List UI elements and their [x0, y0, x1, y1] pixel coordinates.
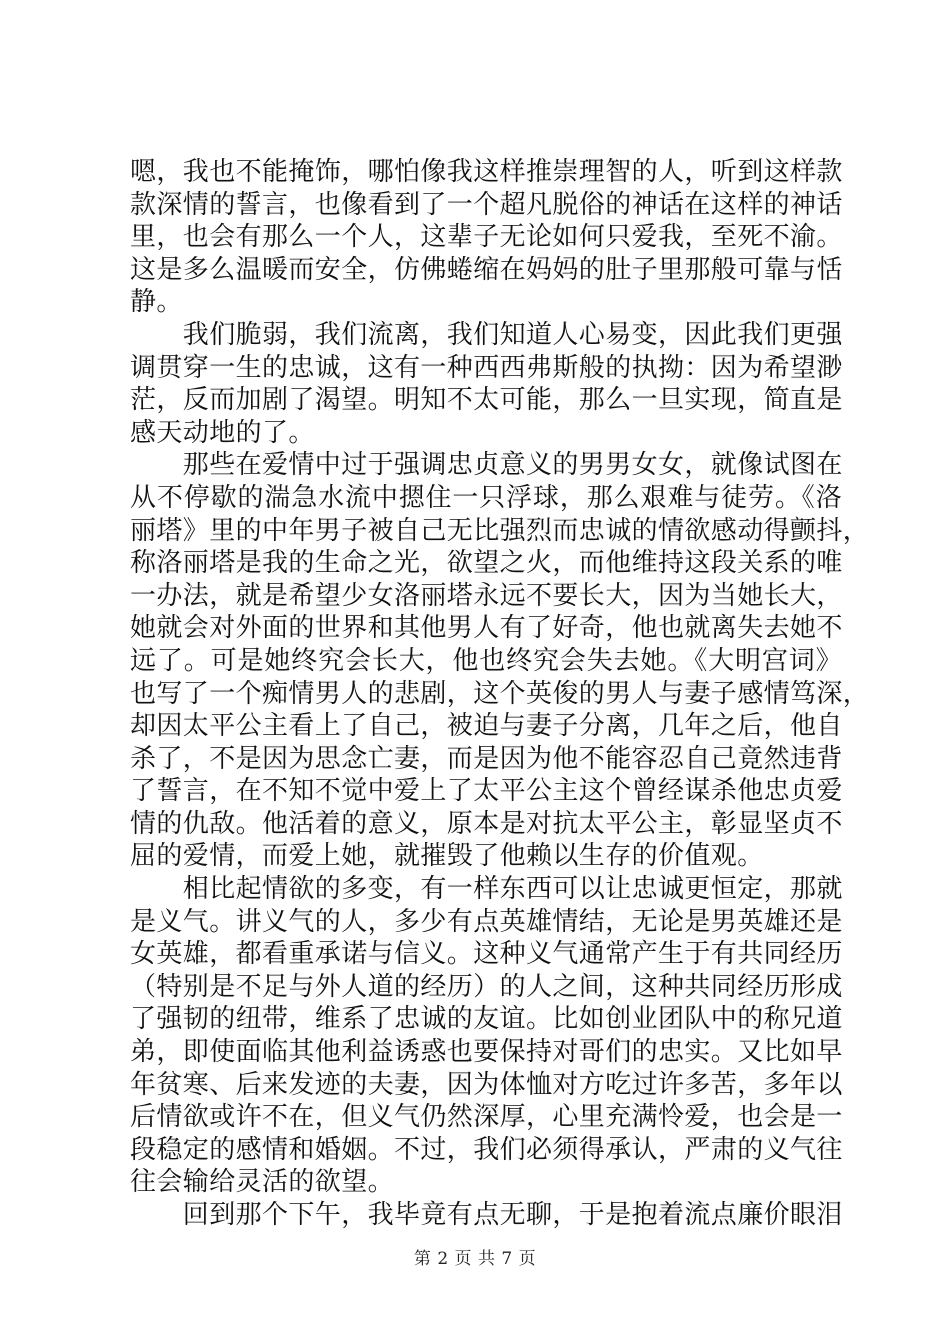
page-footer: 第 2 页 共 7 页 — [413, 1249, 537, 1269]
text-line: 屈的爱情，而爱上她，就摧毁了他赖以生存的价值观。 — [130, 841, 764, 872]
text-line: 后情欲或许不在，但义气仍然深厚，心里充满怜爱，也会是一 — [130, 1102, 843, 1133]
text-line: 相比起情欲的多变，有一样东西可以让忠诚更恒定，那就 — [130, 874, 843, 905]
text-line: 这是多么温暖而安全，仿佛蜷缩在妈妈的肚子里那般可靠与恬 — [130, 254, 843, 285]
text-line: 远了。可是她终究会长大，他也终究会失去她。《大明宫词》 — [130, 645, 842, 676]
text-line: 是义气。讲义气的人，多少有点英雄情结，无论是男英雄还是 — [130, 906, 843, 937]
text-line: 也写了一个痴情男人的悲剧，这个英俊的男人与妻子感情笃深， — [130, 678, 870, 709]
text-line: （特别是不足与外人道的经历）的人之间，这种共同经历形成 — [130, 971, 843, 1002]
text-line: 她就会对外面的世界和其他男人有了好奇，他也就离失去她不 — [130, 613, 843, 644]
text-line: 我们脆弱，我们流离，我们知道人心易变，因此我们更强 — [130, 319, 843, 350]
text-line: 女英雄，都看重承诺与信义。这种义气通常产生于有共同经历 — [130, 939, 843, 970]
text-line: 丽塔》里的中年男子被自己无比强烈而忠诚的情欲感动得颤抖， — [130, 515, 870, 546]
text-line: 回到那个下午，我毕竟有点无聊，于是抱着流点廉价眼泪 — [130, 1200, 843, 1230]
text-line: 里，也会有那么一个人，这辈子无论如何只爱我，至死不渝。 — [130, 222, 843, 253]
text-line: 茫，反而加剧了渴望。明知不太可能，那么一旦实现，简直是 — [130, 385, 843, 416]
text-line: 那些在爱情中过于强调忠贞意义的男男女女，就像试图在 — [130, 450, 843, 481]
text-line: 称洛丽塔是我的生命之光，欲望之火，而他维持这段关系的唯 — [130, 548, 843, 579]
text-line: 往会输给灵活的欲望。 — [130, 1167, 395, 1198]
text-line: 年贫寒、后来发迹的夫妻，因为体恤对方吃过许多苦，多年以 — [130, 1069, 843, 1100]
text-line: 了强韧的纽带，维系了忠诚的友谊。比如创业团队中的称兄道 — [130, 1004, 843, 1035]
text-line: 从不停歇的湍急水流中摁住一只浮球，那么艰难与徒劳。《洛 — [130, 482, 842, 513]
text-line: 情的仇敌。他活着的意义，原本是对抗太平公主，彰显坚贞不 — [130, 808, 843, 839]
text-line: 却因太平公主看上了自己，被迫与妻子分离，几年之后，他自 — [130, 711, 843, 742]
text-line: 段稳定的感情和婚姻。不过，我们必须得承认，严肃的义气往 — [130, 1134, 843, 1165]
text-line: 感天动地的了。 — [130, 417, 315, 448]
text-line: 嗯，我也不能掩饰，哪怕像我这样推崇理智的人，听到这样款 — [130, 157, 843, 187]
text-line: 杀了，不是因为思念亡妻，而是因为他不能容忍自己竟然违背 — [130, 743, 843, 774]
body-text — [130, 156, 870, 1232]
text-line: 静。 — [130, 287, 183, 318]
text-line: 了誓言，在不知不觉中爱上了太平公主这个曾经谋杀他忠贞爱 — [130, 776, 843, 807]
text-line: 弟，即使面临其他利益诱惑也要保持对哥们的忠实。又比如早 — [130, 1037, 843, 1068]
text-line: 调贯穿一生的忠诚，这有一种西西弗斯般的执拗：因为希望渺 — [130, 352, 843, 383]
text-line: 款深情的誓言，也像看到了一个超凡脱俗的神话在这样的神话 — [130, 189, 843, 220]
text-line: 一办法，就是希望少女洛丽塔永远不要长大，因为当她长大， — [130, 580, 843, 611]
